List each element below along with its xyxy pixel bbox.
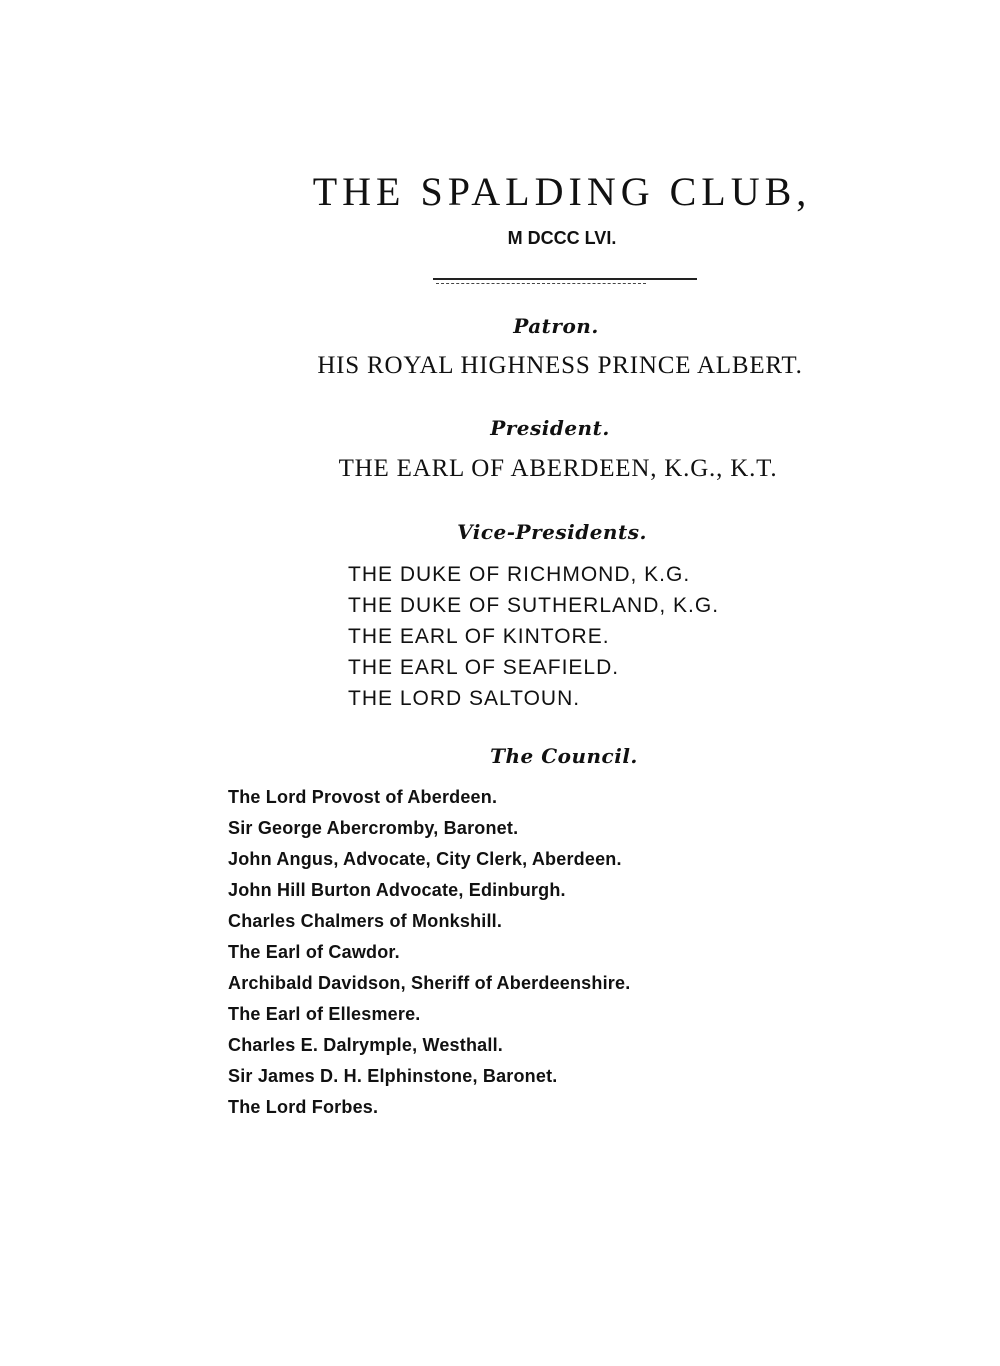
vice-president-entry: THE LORD SALTOUN. <box>348 687 581 710</box>
vice-presidents-heading: Vice-Presidents. <box>457 520 647 544</box>
president-heading: President. <box>490 416 610 440</box>
council-member: Sir James D. H. Elphinstone, Baronet. <box>228 1066 558 1086</box>
document-year: M DCCC LVI. <box>507 228 617 248</box>
council-member: Charles E. Dalrymple, Westhall. <box>228 1035 503 1055</box>
patron-name: HIS ROYAL HIGHNESS PRINCE ALBERT. <box>317 352 803 379</box>
council-member: John Angus, Advocate, City Clerk, Aberdeen. <box>228 849 622 869</box>
council-member: Sir George Abercromby, Baronet. <box>228 818 519 838</box>
council-member: Archibald Davidson, Sheriff of Aberdeenshire. <box>228 973 631 993</box>
vice-president-entry: THE DUKE OF RICHMOND, K.G. <box>348 563 691 586</box>
council-list <box>228 782 630 1123</box>
council-member: The Lord Provost of Aberdeen. <box>228 787 498 807</box>
council-member: The Lord Forbes. <box>228 1097 379 1117</box>
title-rule <box>433 278 697 280</box>
president-name: THE EARL OF ABERDEEN, K.G., K.T. <box>338 455 778 482</box>
vice-president-entry: THE EARL OF KINTORE. <box>348 625 610 648</box>
council-member: Charles Chalmers of Monkshill. <box>228 911 503 931</box>
vice-presidents-list <box>348 559 719 714</box>
council-member: The Earl of Cawdor. <box>228 942 400 962</box>
council-member: John Hill Burton Advocate, Edinburgh. <box>228 880 566 900</box>
patron-heading: Patron. <box>513 314 599 338</box>
council-heading: The Council. <box>490 744 638 768</box>
document-title: THE SPALDING CLUB, <box>312 169 812 214</box>
vice-president-entry: THE DUKE OF SUTHERLAND, K.G. <box>348 594 720 617</box>
council-member: The Earl of Ellesmere. <box>228 1004 421 1024</box>
vice-president-entry: THE EARL OF SEAFIELD. <box>348 656 620 679</box>
title-rule-dashed <box>436 283 646 284</box>
